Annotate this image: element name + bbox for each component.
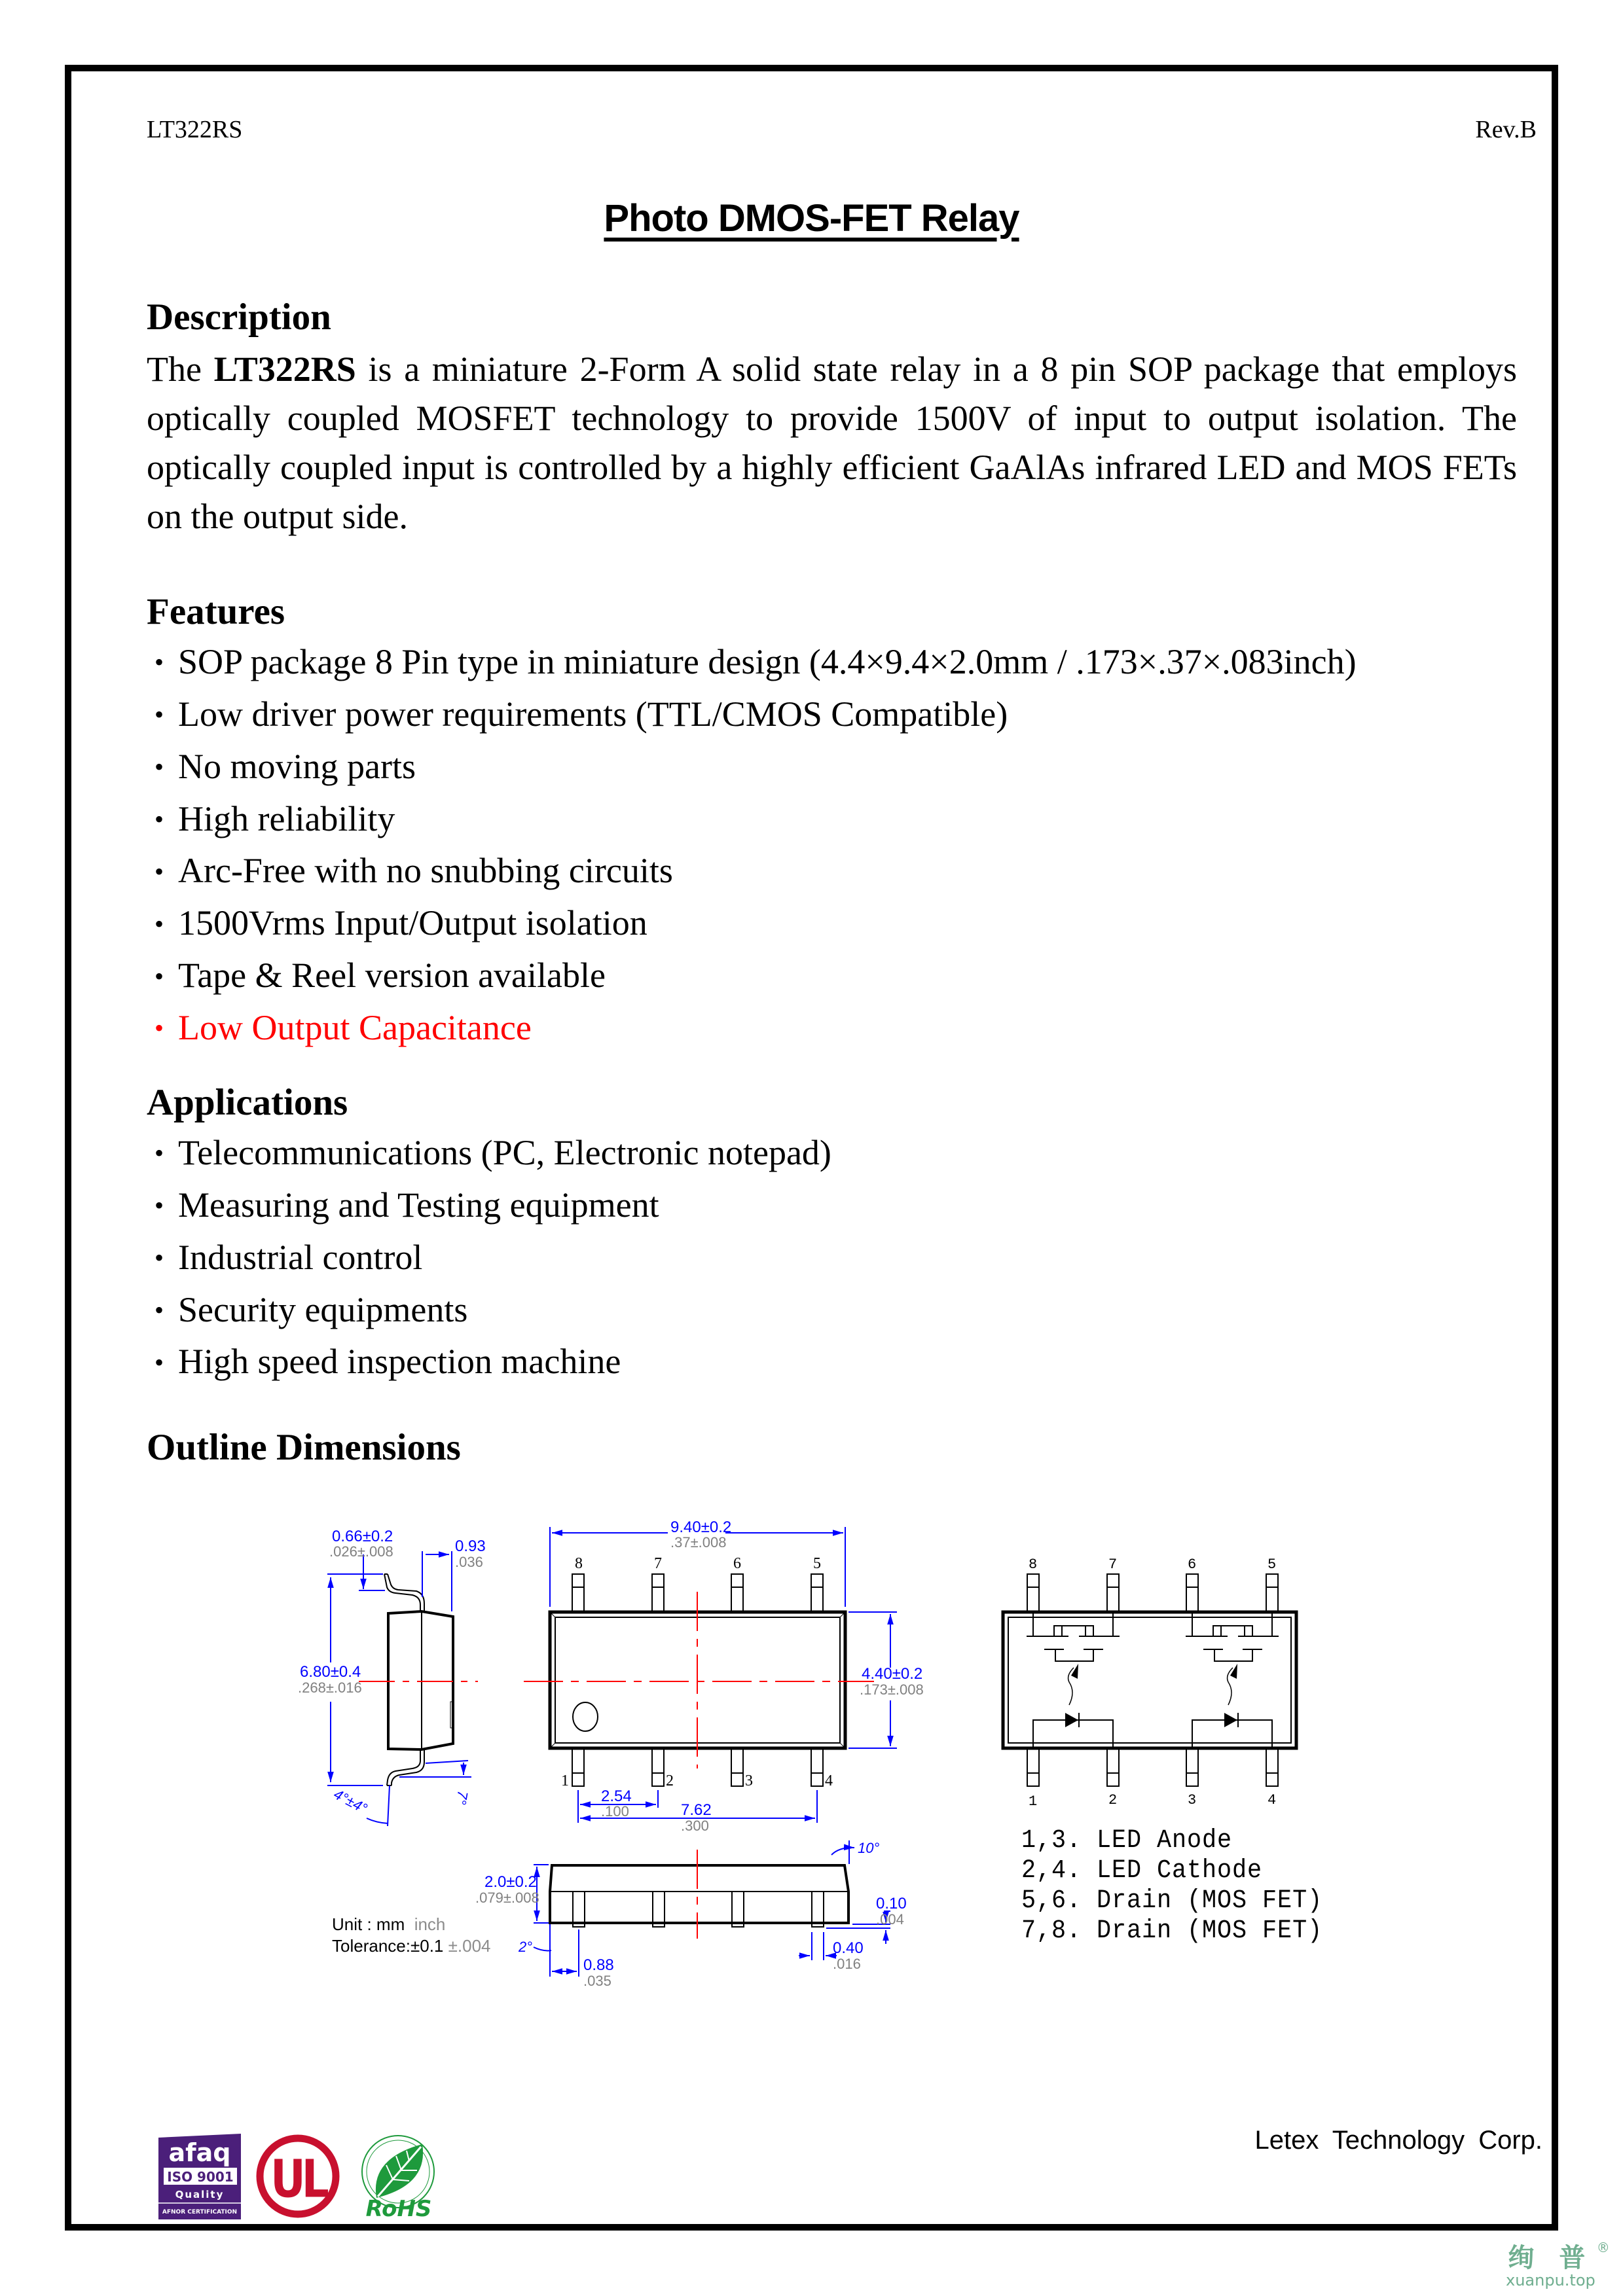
header-part-number: LT322RS bbox=[147, 116, 243, 143]
dim-pitch-mm: 2.54 bbox=[601, 1787, 632, 1805]
feature-text: SOP package 8 Pin type in miniature design (4.4×9.4×2.0mm / .173×.37×.083inch) bbox=[178, 642, 1357, 681]
bullet-icon: • bbox=[155, 908, 164, 939]
bullet-icon: • bbox=[155, 804, 164, 834]
top-view-pin-2: 2 bbox=[666, 1772, 674, 1789]
page-title-text: Photo DMOS-FET Relay bbox=[604, 197, 1019, 240]
feature-text: Low Output Capacitance bbox=[178, 1008, 532, 1048]
header-revision: Rev.B bbox=[1475, 116, 1537, 143]
dim-foot-angle: 7° bbox=[452, 1789, 471, 1806]
feature-text: 1500Vrms Input/Output isolation bbox=[178, 903, 647, 943]
description-text-post: is a miniature 2-Form A solid state relay in a 8 pin SOP package that employs optically coupled MOSFET technology to provide 1500V of input to output isolation. The optically coupled input is controlled by a highly efficient GaAlAs infrared LED and MOS FETs on the output side. bbox=[147, 350, 1517, 536]
schematic-pin-7: 7 bbox=[1108, 1556, 1118, 1573]
feature-text: High reliability bbox=[178, 798, 395, 838]
applications-heading: Applications bbox=[147, 1082, 348, 1123]
top-view-pin-7: 7 bbox=[654, 1555, 662, 1572]
dim-standoff-front-mm: 0.10 bbox=[876, 1895, 907, 1912]
features-heading: Features bbox=[147, 591, 285, 632]
dim-height-inch: .079±.008 bbox=[475, 1890, 539, 1906]
svg-text:AFNOR CERTIFICATION: AFNOR CERTIFICATION bbox=[162, 2209, 238, 2215]
unit-mm: Unit : mm bbox=[332, 1914, 405, 1934]
tolerance-inch: ±.004 bbox=[448, 1936, 491, 1956]
ul-logo bbox=[254, 2132, 342, 2221]
dim-end-offset-inch: .035 bbox=[583, 1973, 611, 1989]
bullet-icon: • bbox=[155, 647, 164, 677]
company-name: Letex Technology Corp. bbox=[1254, 2126, 1542, 2155]
dim-standoff-inch: .036 bbox=[455, 1554, 483, 1570]
top-view bbox=[524, 1518, 924, 1834]
outline-heading: Outline Dimensions bbox=[147, 1427, 461, 1468]
unit-inch: inch bbox=[414, 1914, 446, 1934]
dim-draft-angle: 10° bbox=[858, 1840, 880, 1856]
application-text: Industrial control bbox=[178, 1237, 423, 1277]
svg-text:UL: UL bbox=[270, 2149, 325, 2210]
tolerance-label bbox=[332, 1936, 491, 1956]
dim-lead-offset-mm: 0.66±0.2 bbox=[332, 1528, 393, 1545]
schematic-pin-3: 3 bbox=[1188, 1792, 1197, 1808]
bullet-icon: • bbox=[155, 1243, 164, 1273]
description-text-pre: The bbox=[147, 350, 214, 389]
svg-text:Quality: Quality bbox=[175, 2189, 225, 2200]
dim-width-inch: .173±.008 bbox=[860, 1681, 924, 1698]
dim-length-mm: 9.40±0.2 bbox=[670, 1518, 732, 1536]
svg-text:RoHS: RoHS bbox=[365, 2196, 432, 2221]
schematic-pin-5: 5 bbox=[1267, 1556, 1277, 1573]
watermark bbox=[1506, 2240, 1610, 2289]
top-view-pin-5: 5 bbox=[813, 1555, 821, 1572]
description-heading: Description bbox=[147, 296, 331, 338]
dim-standoff-mm: 0.93 bbox=[455, 1537, 486, 1555]
bullet-icon: • bbox=[155, 1013, 164, 1043]
top-view-pin-4: 4 bbox=[825, 1772, 833, 1789]
feature-text: Low driver power requirements (TTL/CMOS Compatible) bbox=[178, 694, 1008, 734]
application-text: High speed inspection machine bbox=[178, 1342, 621, 1382]
side-view bbox=[298, 1528, 486, 1826]
dim-overall-width-inch: .268±.016 bbox=[298, 1679, 362, 1696]
registered-icon: ® bbox=[1596, 2240, 1610, 2255]
top-view-pin-8: 8 bbox=[575, 1555, 583, 1572]
dim-end-offset-mm: 0.88 bbox=[583, 1956, 614, 1974]
feature-text: No moving parts bbox=[178, 746, 416, 786]
bullet-icon: • bbox=[155, 856, 164, 886]
afaq-iso9001-logo bbox=[156, 2132, 244, 2221]
pin-legend-item: 5,6. Drain (MOS FET) bbox=[1021, 1886, 1323, 1916]
svg-text:afaq: afaq bbox=[168, 2138, 231, 2167]
schematic-pin-2: 2 bbox=[1108, 1792, 1118, 1808]
schematic-pin-4: 4 bbox=[1267, 1792, 1277, 1808]
dim-lead-width-mm: 0.40 bbox=[833, 1939, 864, 1957]
watermark-cn: 绚 普 bbox=[1508, 2243, 1594, 2273]
dim-span-inch: .300 bbox=[681, 1818, 709, 1834]
schematic-pin-8: 8 bbox=[1029, 1556, 1038, 1573]
top-view-pin-6: 6 bbox=[733, 1555, 741, 1572]
front-view bbox=[475, 1840, 907, 1989]
rohs-logo bbox=[357, 2132, 445, 2221]
top-view-pin-1: 1 bbox=[561, 1772, 569, 1789]
dim-lead-offset-inch: .026±.008 bbox=[329, 1543, 393, 1560]
description-part-name: LT322RS bbox=[213, 350, 356, 389]
pin-legend-item: 1,3. LED Anode bbox=[1021, 1826, 1233, 1856]
feature-text: Arc-Free with no snubbing circuits bbox=[178, 851, 673, 891]
application-text: Security equipments bbox=[178, 1289, 468, 1329]
svg-text:ISO 9001: ISO 9001 bbox=[167, 2169, 234, 2185]
pin-legend-item: 2,4. LED Cathode bbox=[1021, 1856, 1263, 1886]
dim-overall-width-mm: 6.80±0.4 bbox=[300, 1663, 361, 1681]
top-view-pin-3: 3 bbox=[745, 1772, 753, 1789]
watermark-url: xuanpu.top bbox=[1506, 2271, 1596, 2289]
tolerance-text: Tolerance: bbox=[332, 1936, 410, 1956]
bullet-icon: • bbox=[155, 1191, 164, 1221]
dim-height-mm: 2.0±0.2 bbox=[484, 1873, 537, 1891]
dim-length-inch: .37±.008 bbox=[670, 1534, 727, 1551]
bullet-icon: • bbox=[155, 700, 164, 730]
pin-legend-item: 7,8. Drain (MOS FET) bbox=[1021, 1916, 1323, 1946]
schematic-pin-1: 1 bbox=[1029, 1793, 1038, 1810]
schematic-pin-6: 6 bbox=[1188, 1556, 1197, 1573]
pin-legend bbox=[1021, 1826, 1322, 1946]
bullet-icon: • bbox=[155, 1295, 164, 1325]
tolerance-mm: ±0.1 bbox=[410, 1936, 444, 1956]
bullet-icon: • bbox=[155, 752, 164, 782]
dim-width-mm: 4.40±0.2 bbox=[862, 1665, 923, 1683]
application-text: Telecommunications (PC, Electronic notepad) bbox=[178, 1133, 831, 1172]
dim-lead-width-inch: .016 bbox=[833, 1956, 861, 1972]
unit-label bbox=[332, 1914, 445, 1935]
feature-text: Tape & Reel version available bbox=[178, 956, 606, 996]
dim-side-angle: 2° bbox=[519, 1939, 533, 1955]
bullet-icon: • bbox=[155, 961, 164, 991]
application-text: Measuring and Testing equipment bbox=[178, 1185, 659, 1225]
dim-pitch-inch: .100 bbox=[601, 1803, 629, 1820]
schematic-view bbox=[1003, 1556, 1296, 1810]
dim-lead-angle: 4°±4° bbox=[331, 1785, 371, 1817]
bullet-icon: • bbox=[155, 1347, 164, 1377]
dim-span-mm: 7.62 bbox=[681, 1801, 712, 1819]
dim-standoff-front-inch: .004 bbox=[876, 1911, 904, 1928]
bullet-icon: • bbox=[155, 1138, 164, 1168]
